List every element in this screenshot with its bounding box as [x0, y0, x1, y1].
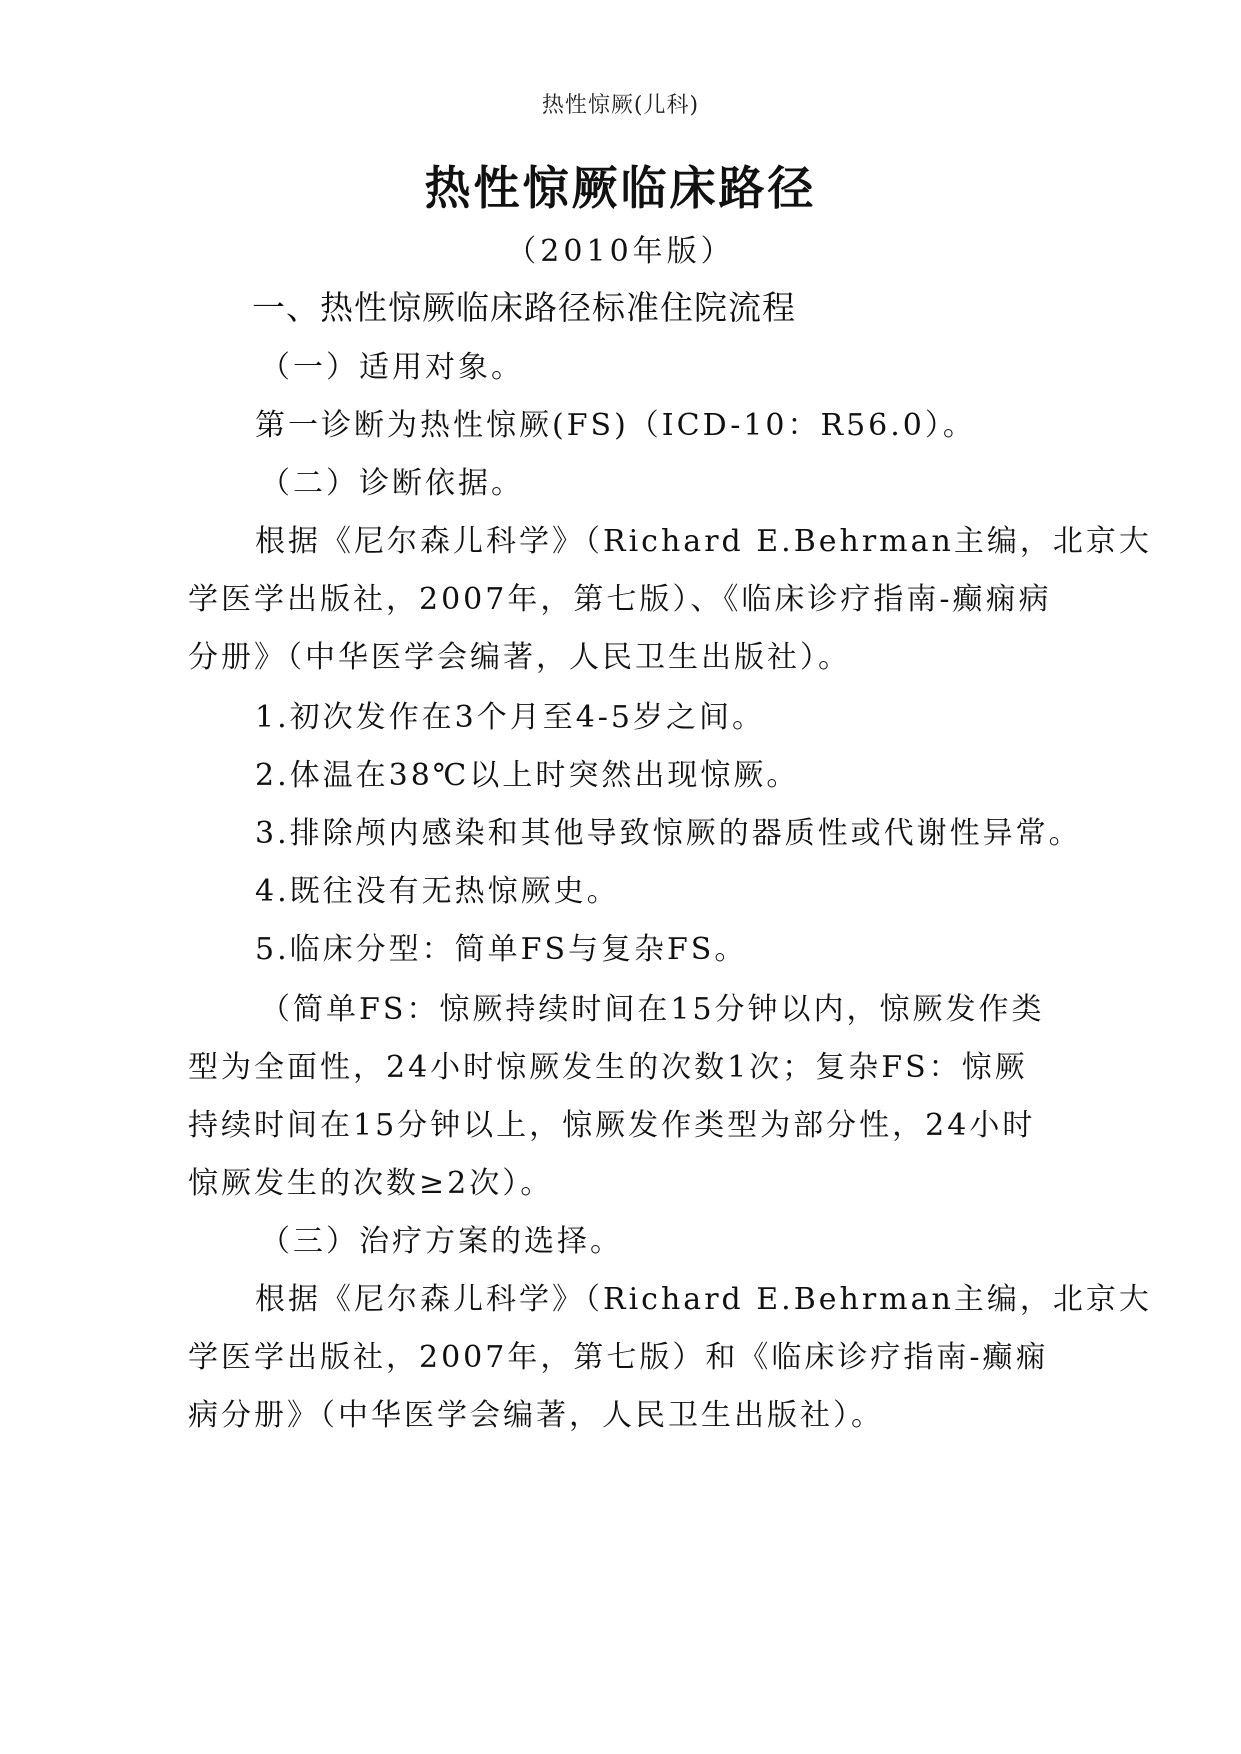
subheading-applicable-subjects: （一）适用对象。 — [260, 350, 524, 385]
paragraph-line: 学医学出版社，2007年，第七版）和《临床诊疗指南-癫痫 — [188, 1340, 1049, 1375]
paragraph-line: 型为全面性，24小时惊厥发生的次数1次；复杂FS：惊厥 — [188, 1050, 1028, 1085]
edition-label: （2010年版） — [506, 234, 735, 269]
paragraph-line: 惊厥发生的次数≥2次）。 — [188, 1166, 554, 1201]
document-title: 热性惊厥临床路径 — [424, 161, 817, 215]
paragraph-line: 病分册》（中华医学会编著，人民卫生出版社）。 — [188, 1398, 884, 1433]
paragraph-line: 第一诊断为热性惊厥(FS)（ICD-10：R56.0）。 — [255, 408, 976, 443]
section-heading: 一、热性惊厥临床路径标准住院流程 — [252, 288, 796, 327]
list-item: 1.初次发作在3个月至4-5岁之间。 — [255, 700, 766, 735]
paragraph-line: 分册》（中华医学会编著，人民卫生出版社）。 — [188, 640, 851, 675]
subheading-diagnosis-basis: （二）诊断依据。 — [260, 466, 524, 501]
paragraph-line: 根据《尼尔森儿科学》（Richard E.Behrman主编，北京大 — [255, 1282, 1152, 1317]
paragraph-line: 学医学出版社，2007年，第七版）、《临床诊疗指南-癫痫病 — [188, 582, 1052, 617]
paragraph-line: 根据《尼尔森儿科学》（Richard E.Behrman主编，北京大 — [255, 524, 1152, 559]
paragraph-line: （简单FS：惊厥持续时间在15分钟以内，惊厥发作类 — [260, 992, 1045, 1027]
list-item: 3.排除颅内感染和其他导致惊厥的器质性或代谢性异常。 — [255, 816, 1082, 851]
list-item: 4.既往没有无热惊厥史。 — [255, 874, 620, 909]
list-item: 2.体温在38℃以上时突然出现惊厥。 — [255, 758, 800, 793]
list-item: 5.临床分型：简单FS与复杂FS。 — [255, 932, 748, 967]
running-header: 热性惊厥(儿科) — [541, 93, 700, 118]
paragraph-line: 持续时间在15分钟以上，惊厥发作类型为部分性，24小时 — [188, 1108, 1036, 1143]
subheading-treatment-plan: （三）治疗方案的选择。 — [260, 1224, 623, 1259]
